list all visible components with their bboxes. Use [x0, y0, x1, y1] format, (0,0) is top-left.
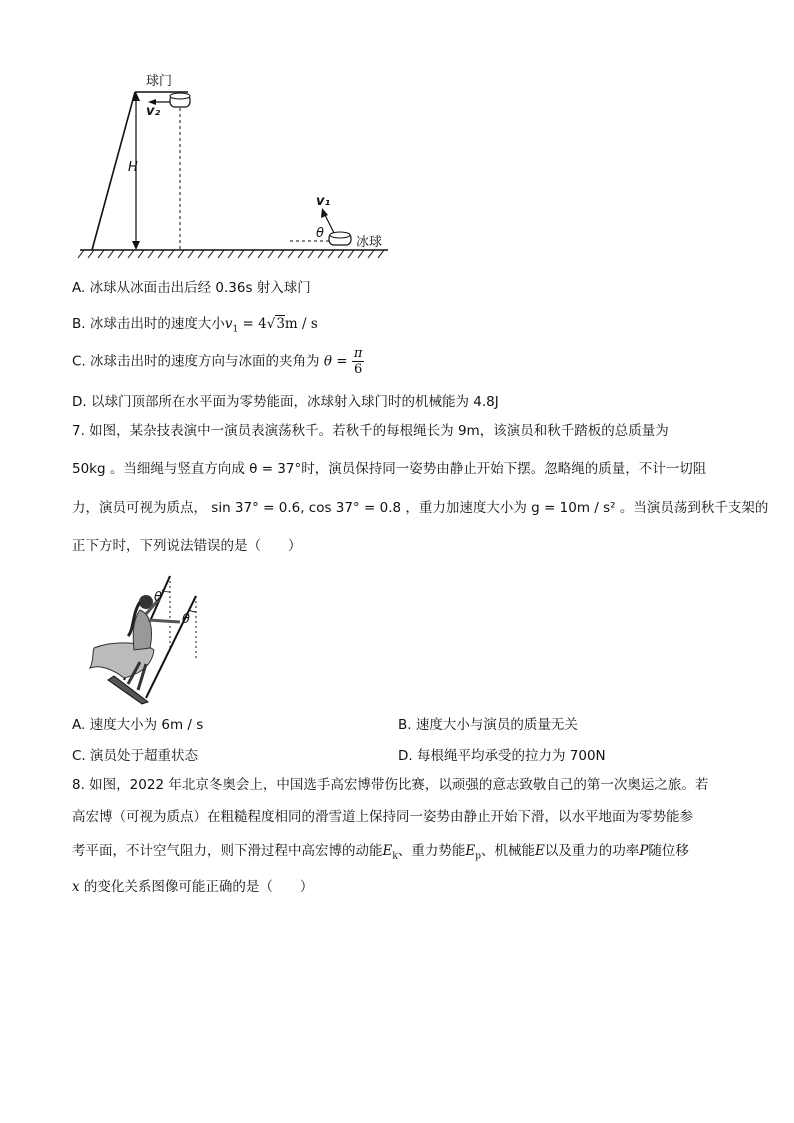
figure-swing — [84, 570, 214, 705]
q8-line-2: 高宏博（可视为质点）在粗糙程度相同的滑雪道上保持同一姿势由静止开始下滑，以水平地面为零势能参 — [72, 809, 693, 825]
swing-theta-2: θ — [182, 612, 190, 627]
q7-line-1: 7. 如图，某杂技表演中一演员表演荡秋千。若秋千的每根绳长为 9m，该演员和秋千踏板的总质量为 — [72, 423, 669, 439]
v1-label: v₁ — [316, 194, 331, 209]
hockey-diagram — [70, 68, 400, 263]
q7-line-4: 正下方时，下列说法错误的是（ ） — [72, 538, 302, 554]
q7-option-b: B. 速度大小与演员的质量无关 — [398, 717, 578, 733]
figure-hockey — [70, 68, 400, 263]
q6-option-d: D. 以球门顶部所在水平面为零势能面，冰球射入球门时的机械能为 4.8J — [72, 394, 499, 410]
q6-option-b: B. 冰球击出时的速度大小$v_1 = 4√3m / s$ — [72, 316, 318, 335]
h-label: H — [128, 160, 138, 175]
q7-option-d: D. 每根绳平均承受的拉力为 700N — [398, 748, 606, 764]
v2-label: v₂ — [146, 104, 161, 119]
fraction-pi-6: $\frac{\pi}{6}$ — [353, 346, 363, 377]
q8-line-4: x 的变化关系图像可能正确的是（ ） — [72, 879, 314, 895]
q7-option-a: A. 速度大小为 6m / s — [72, 717, 204, 733]
q7-line-3: 力，演员可视为质点， sin 37° = 0.6, cos 37° = 0.8 ，重力加速度大小为 g = 10m / s² 。当演员荡到秋千支架的 — [72, 500, 769, 516]
theta-label: θ — [316, 226, 324, 241]
q8-line-1: 8. 如图，2022 年北京冬奥会上，中国选手高宏博带伤比赛，以顽强的意志致敬自己的第一次奥运之旅。若 — [72, 777, 709, 793]
q7-line-2: 50kg 。当细绳与竖直方向成 θ = 37°时，演员保持同一姿势由静止开始下摆。忽略绳的质量，不计一切阻 — [72, 461, 707, 477]
q8-line-3: 考平面，不计空气阻力，则下滑过程中高宏博的动能$E_k$、重力势能$E_p$、机械能E以及重力的功率P随位移 — [72, 843, 689, 862]
swing-theta-1: θ — [154, 590, 162, 605]
q6-option-a: A. 冰球从冰面击出后经 0.36s 射入球门 — [72, 280, 311, 296]
q7-option-c: C. 演员处于超重状态 — [72, 748, 199, 764]
swing-illustration — [84, 570, 214, 705]
goal-label: 球门 — [146, 74, 173, 89]
q6-option-c: C. 冰球击出时的速度方向与冰面的夹角为 θ = $\frac{\pi}{6}$ — [72, 346, 363, 377]
puck-label: 冰球 — [356, 235, 383, 250]
